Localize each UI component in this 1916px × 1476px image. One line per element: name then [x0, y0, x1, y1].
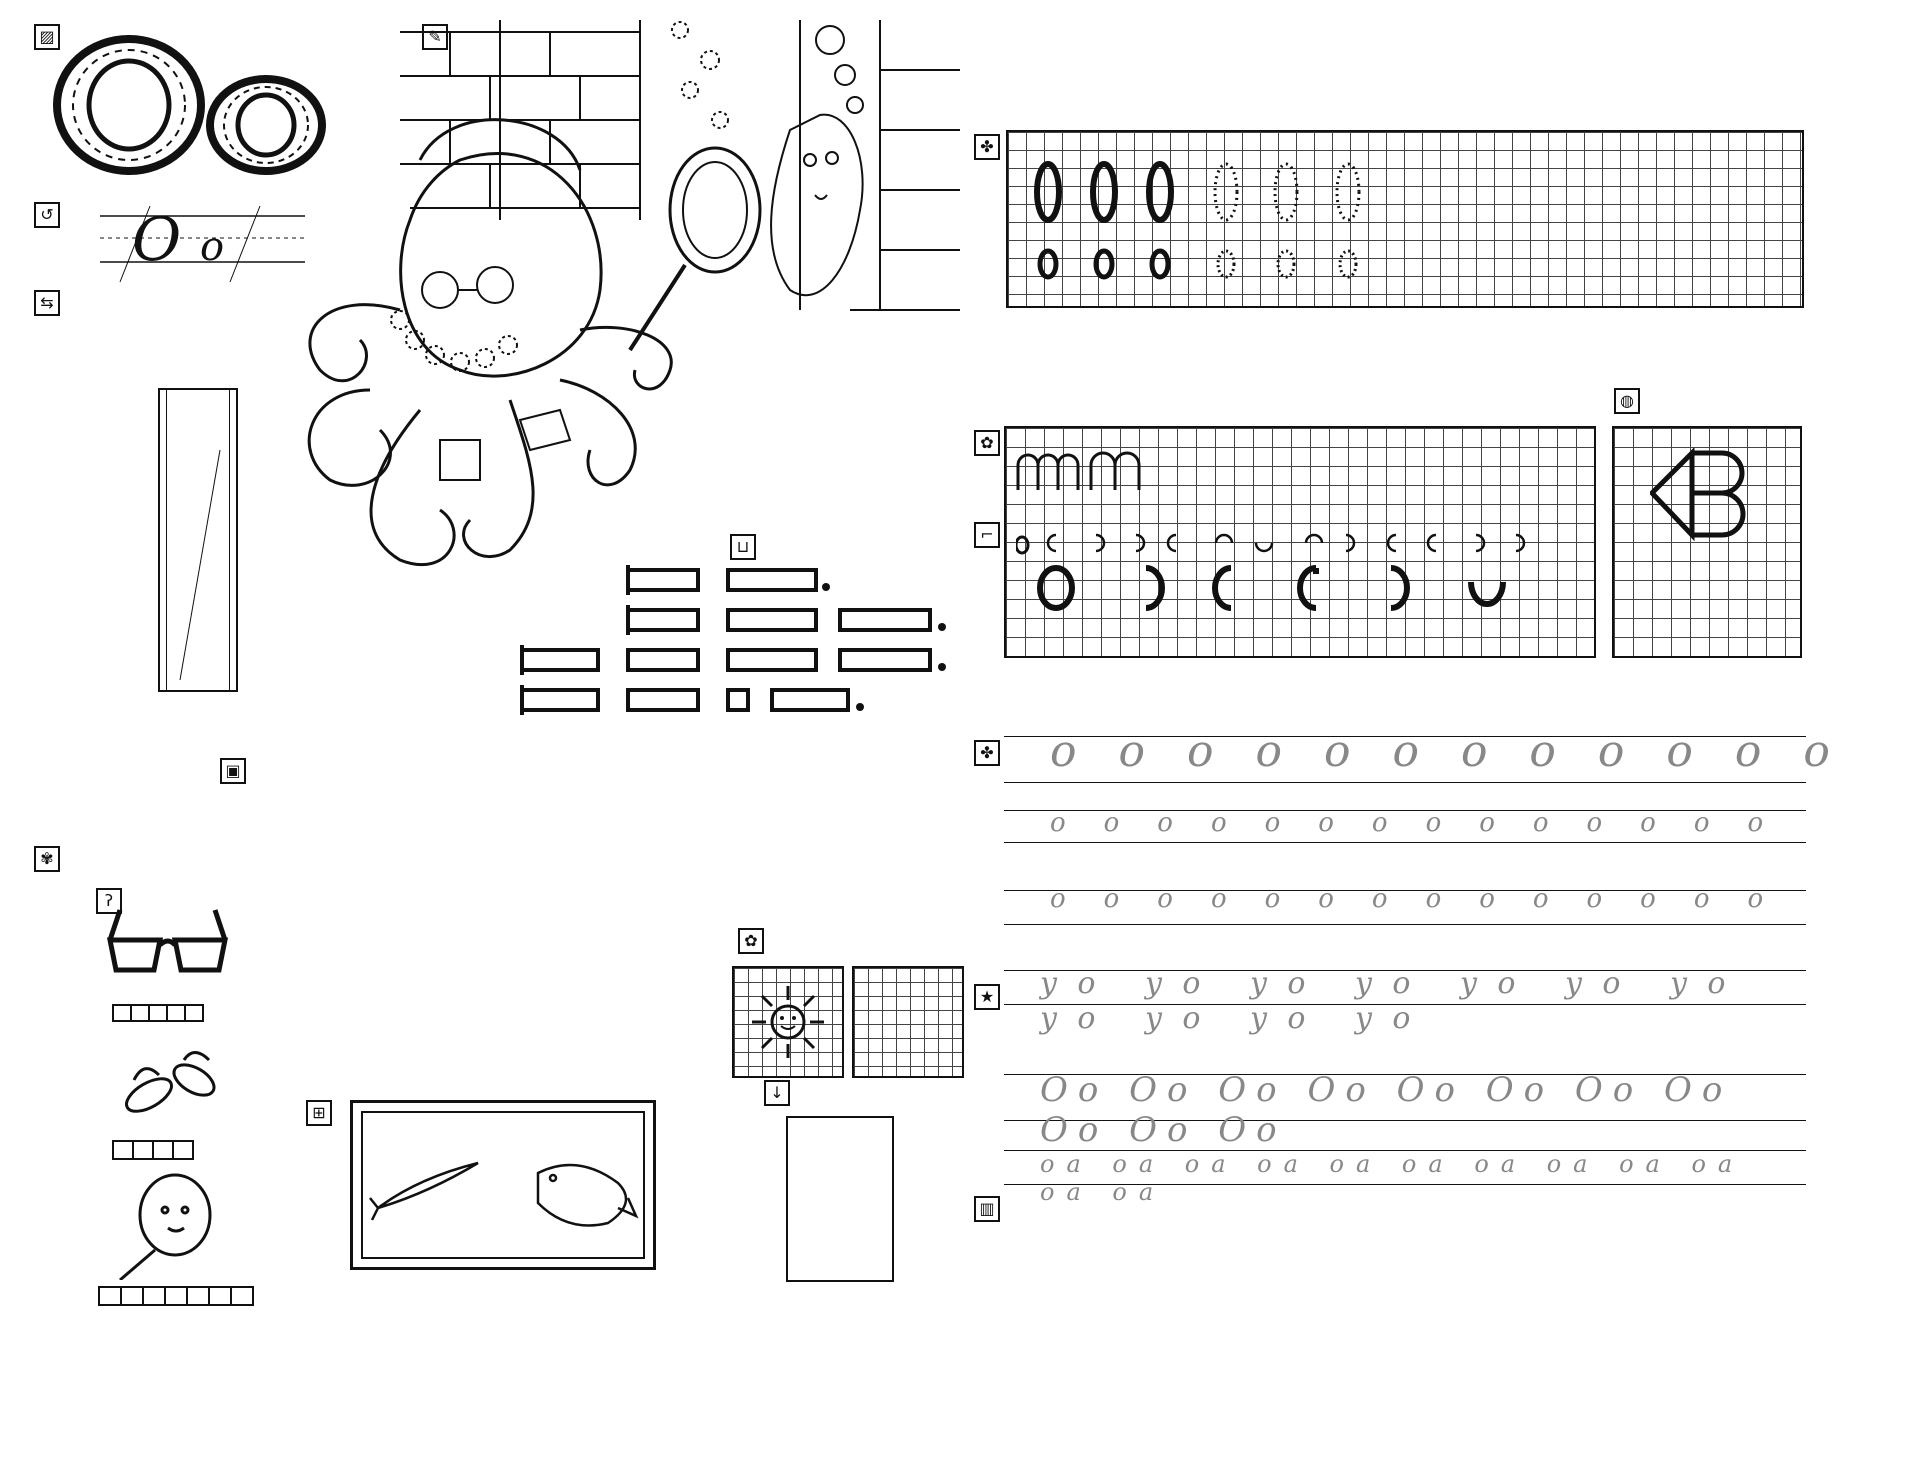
task-icon-flower: ✿ [974, 430, 1000, 456]
task-icon-write: ↺ [34, 202, 60, 228]
heart-drawing [1650, 448, 1760, 548]
word-scheme [510, 565, 950, 730]
task-icon-ball: ◍ [1614, 388, 1640, 414]
copy-row-2: oooooooooooooo [1050, 808, 1802, 838]
octopus-illustration [250, 10, 960, 630]
sun-drawing [750, 984, 826, 1060]
task-icon-ear: ʔ [96, 888, 122, 914]
task-icon-scheme: ⊔ [730, 534, 756, 560]
bees-picture [114, 1040, 234, 1130]
svg-text:o: o [200, 224, 225, 270]
hand-mirror-picture [110, 1170, 220, 1280]
task-icon-butterfly-2: ✤ [974, 740, 1000, 766]
task-icon-puzzle: ⊞ [306, 1100, 332, 1126]
task-icon-pencil: ✎ [422, 24, 448, 50]
task-icon-read: ▣ [220, 758, 246, 784]
syllable-box [786, 1116, 894, 1282]
copy-row-5: Оо Оо Оо Оо Оо Оо Оо Оо Оо Оо Оо [1040, 1070, 1733, 1150]
task-icon-arrows: ⇆ [34, 290, 60, 316]
copy-row-4: уо уо уо уо уо уо уо уо уо уо уо [1040, 966, 1746, 1036]
empty-grid [852, 966, 964, 1078]
task-icon-corner: ⌐ [974, 522, 1000, 548]
arcs-drawing [1016, 440, 1576, 620]
glasses-picture [100, 900, 240, 990]
task-icon-grid: ✿ [738, 928, 764, 954]
svg-text:O: O [132, 205, 182, 275]
copy-row-1: oooooooooooo [1050, 726, 1872, 777]
script-syllable-column [158, 388, 238, 692]
o-tracing [1030, 156, 1390, 286]
task-icon-sound: ✾ [34, 846, 60, 872]
fish-box [350, 1100, 656, 1270]
task-icon-star: ★ [974, 984, 1000, 1010]
task-icon-down-arrow: ↓ [764, 1080, 790, 1106]
task-icon-letter: ▨ [34, 24, 60, 50]
task-icon-butterfly: ✤ [974, 134, 1000, 160]
copy-row-3: oooooooooooooo [1050, 884, 1802, 914]
task-icon-table: ▥ [974, 1196, 1000, 1222]
copy-row-6: оа оа оа оа оа оа оа оа оа оа оа оа [1040, 1150, 1745, 1206]
